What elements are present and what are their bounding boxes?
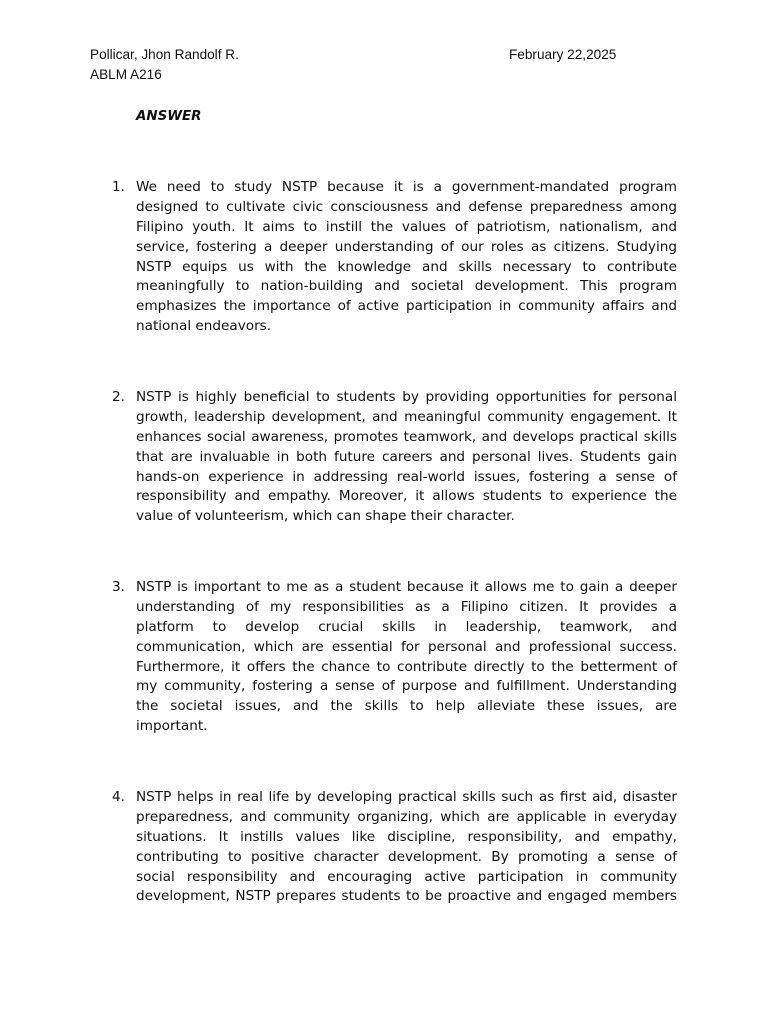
answer-heading: ANSWER — [136, 109, 202, 124]
answer-line: responsibility and empathy. Moreover, it allows students to experience the — [136, 488, 677, 505]
answer-line: my community, fostering a sense of purpose and fulfillment. Understanding — [136, 678, 677, 695]
answer-line: hands-on experience in addressing real-world issues, fostering a sense of — [136, 468, 677, 485]
answer-line: NSTP equips us with the knowledge and skills necessary to contribute — [136, 258, 677, 275]
answer-line: designed to cultivate civic consciousness and defense preparedness among — [136, 198, 677, 215]
answer-number: 3. — [112, 579, 125, 595]
answer-line: platform to develop crucial skills in leadership, teamwork, and — [136, 618, 677, 635]
answer-line: important. — [136, 718, 208, 735]
answer-line: service, fostering a deeper understanding of our roles as citizens. Studying — [136, 238, 677, 255]
answer-line: We need to study NSTP because it is a government-mandated program — [136, 179, 677, 195]
answer-line: development, NSTP prepares students to be proactive and engaged members — [136, 888, 677, 905]
answer-line: understanding of my responsibilities as a Filipino citizen. It provides a — [136, 598, 677, 615]
answer-line: contributing to positive character development. By promoting a sense of — [136, 848, 677, 865]
answer-line: national endeavors. — [136, 318, 272, 335]
answer-line: growth, leadership development, and meaningful community engagement. It — [136, 408, 677, 425]
answer-line: Furthermore, it offers the chance to contribute directly to the betterment of — [136, 658, 677, 675]
answer-number: 1. — [112, 179, 125, 195]
answer-line: the societal issues, and the skills to help alleviate these issues, are — [136, 698, 677, 715]
answer-line: meaningfully to nation-building and societal development. This program — [136, 278, 677, 295]
answer-line: situations. It instills values like discipline, responsibility, and empathy, — [136, 828, 677, 845]
answer-number: 2. — [112, 389, 125, 405]
answer-line: NSTP helps in real life by developing practical skills such as first aid, disaster — [136, 789, 677, 805]
answer-item-1 — [112, 178, 677, 337]
answer-item-3 — [112, 578, 677, 737]
student-name: Pollicar, Jhon Randolf R. — [90, 47, 239, 62]
answer-item-2 — [112, 388, 677, 527]
answer-line: social responsibility and encouraging active participation in community — [136, 868, 677, 885]
answer-line: NSTP is important to me as a student because it allows me to gain a deeper — [136, 579, 677, 595]
answer-line: value of volunteerism, which can shape their character. — [136, 508, 515, 525]
answer-line: that are invaluable in both future careers and personal lives. Students gain — [136, 448, 677, 465]
answer-line: enhances social awareness, promotes teamwork, and develops practical skills — [136, 428, 677, 445]
answer-number: 4. — [112, 789, 125, 805]
answer-line: communication, which are essential for personal and professional success. — [136, 638, 677, 655]
class-section: ABLM A216 — [90, 67, 162, 82]
answer-line: Filipino youth. It aims to instill the values of patriotism, nationalism, and — [136, 218, 677, 235]
answer-line: preparedness, and community organizing, which are applicable in everyday — [136, 808, 677, 825]
answer-line: NSTP is highly beneficial to students by providing opportunities for personal — [136, 389, 677, 405]
answer-line: emphasizes the importance of active participation in community affairs and — [136, 298, 677, 315]
answer-item-4 — [112, 788, 677, 907]
document-date: February 22,2025 — [509, 47, 617, 62]
